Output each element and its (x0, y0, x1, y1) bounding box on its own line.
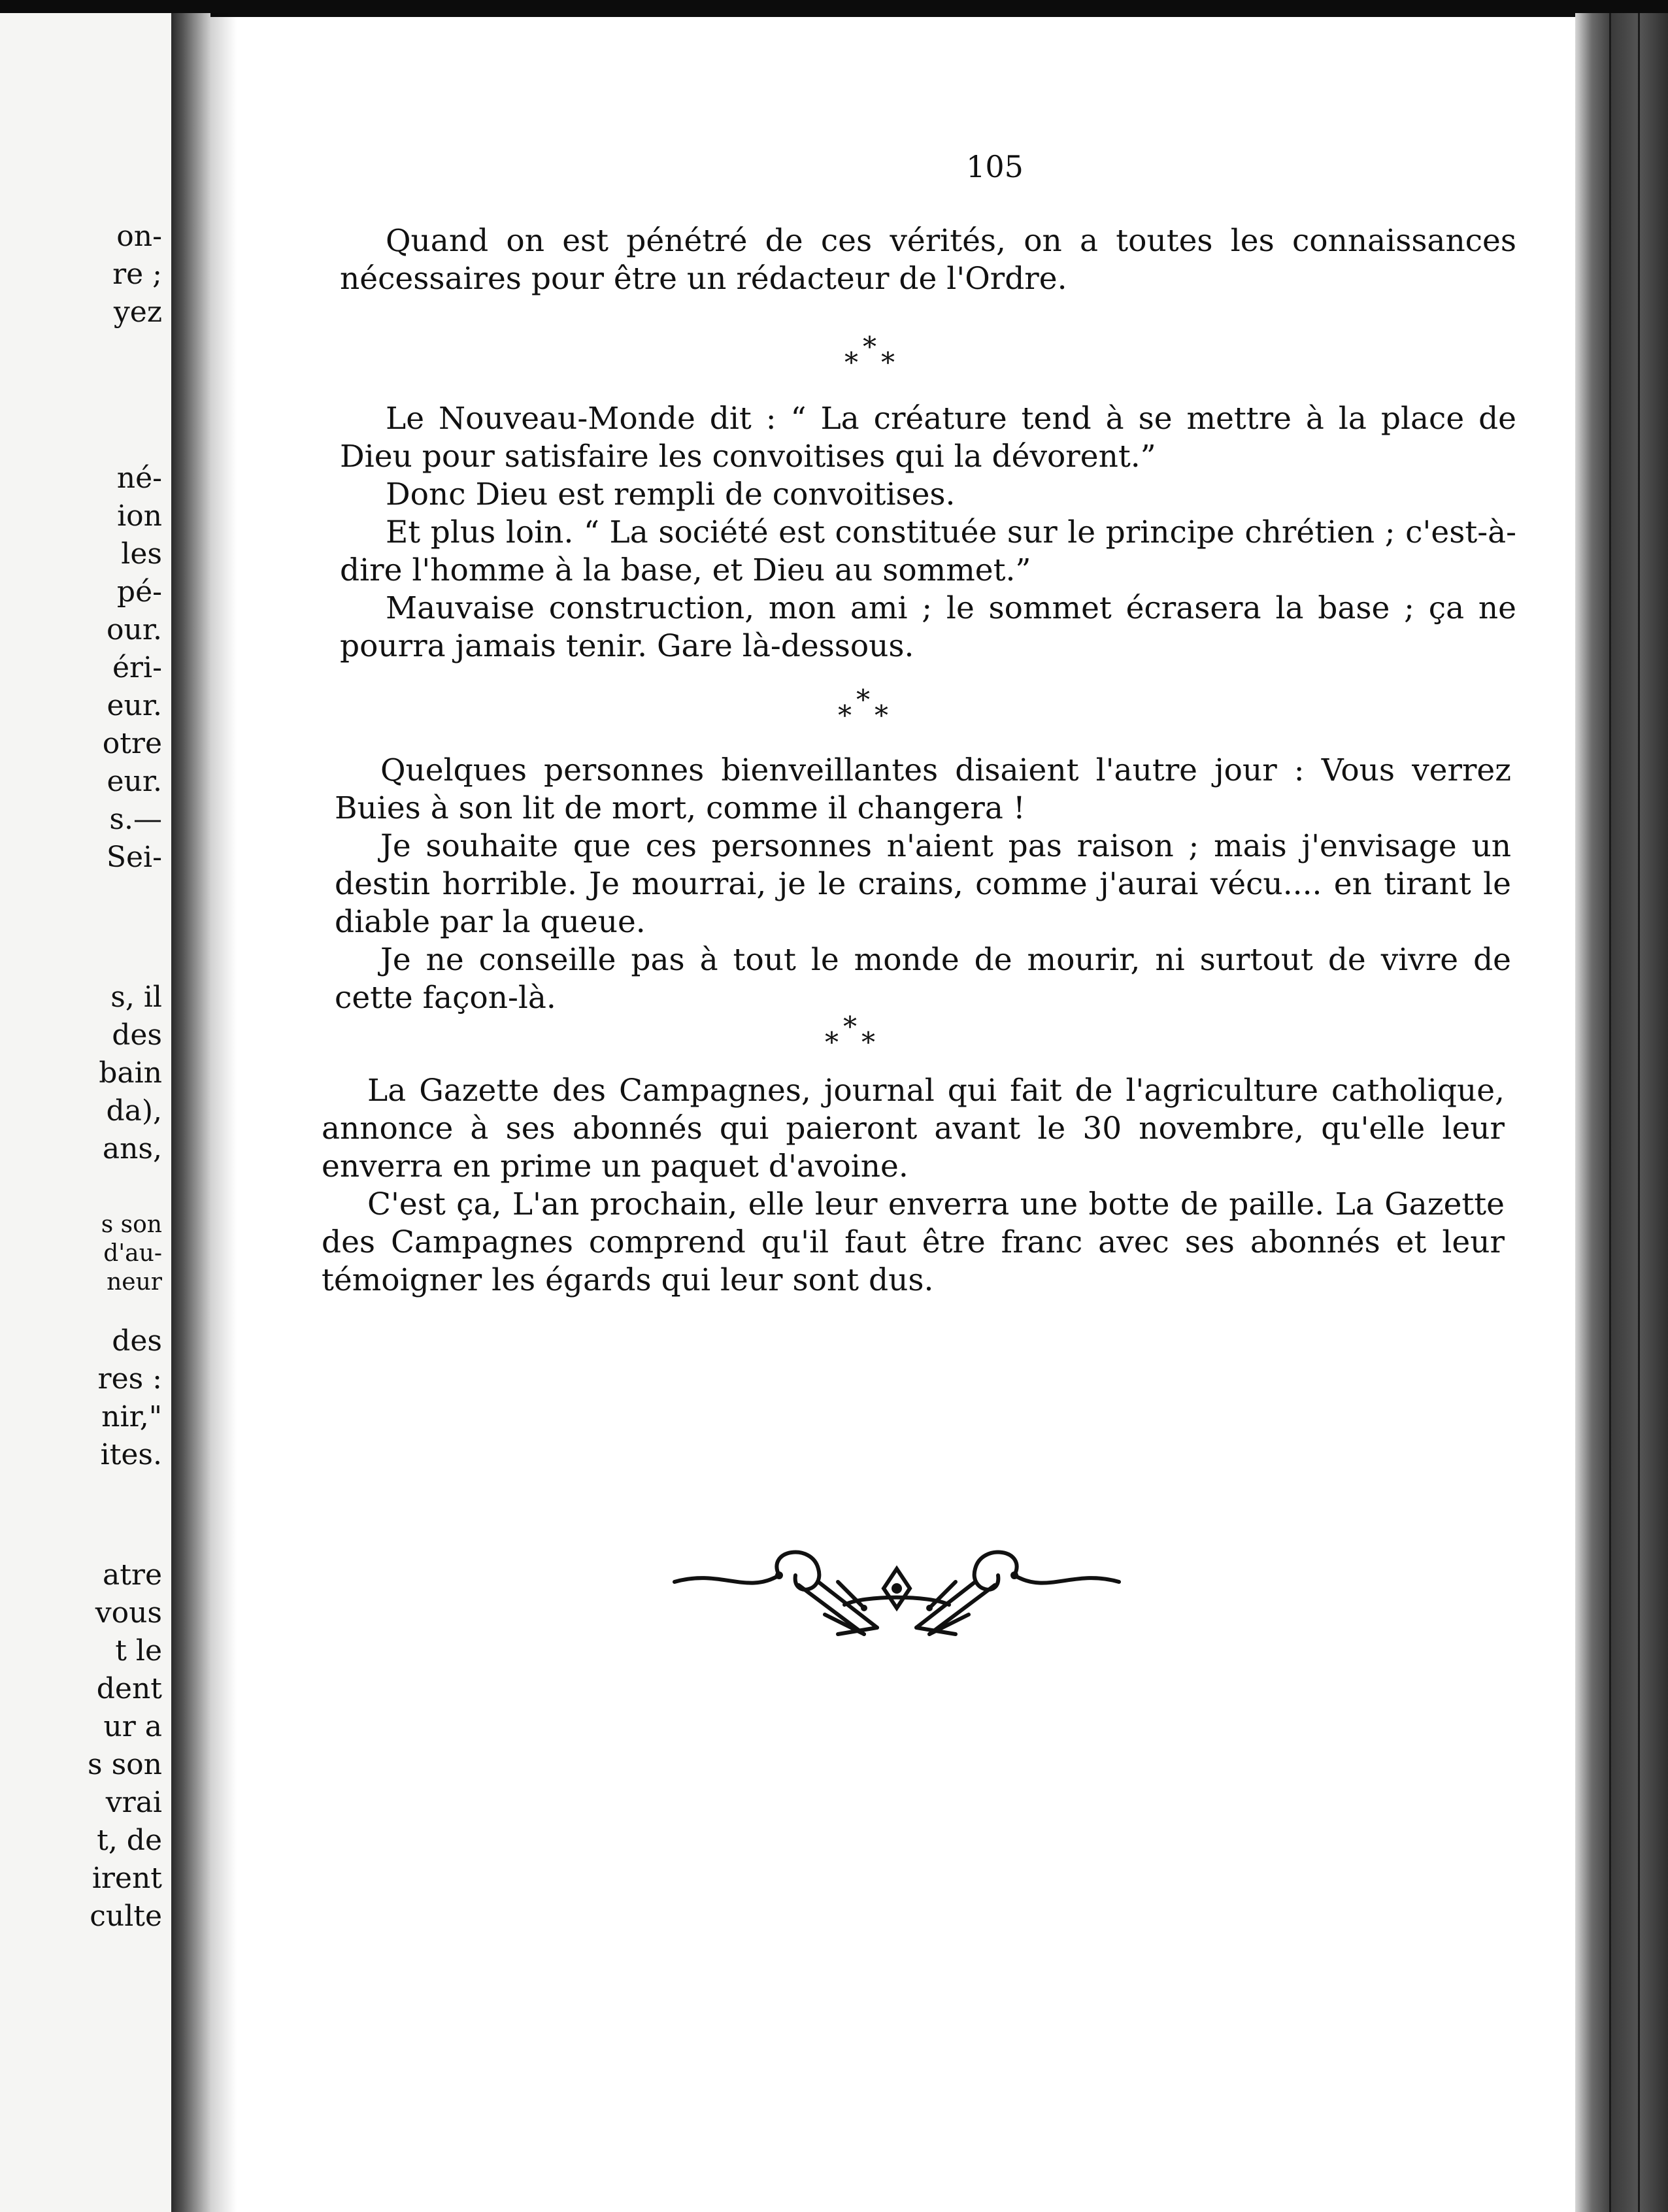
asterism-separator (825, 686, 903, 739)
prev-page-line: our. (106, 613, 162, 646)
page-edge-line (1609, 13, 1611, 2212)
book-page (210, 13, 1575, 2212)
prev-page-line: bain (99, 1056, 162, 1090)
prev-page-line: t, de (97, 1824, 162, 1857)
prev-page-line: on- (116, 220, 162, 253)
prev-page-line: vous (95, 1596, 162, 1630)
paragraph: Quelques personnes bienveillantes disaient l'autre jour : Vous verrez Buies à son lit de mort, comme il changera ! (335, 752, 1511, 826)
prev-page-line: pé- (116, 575, 162, 609)
prev-page-line: yez (113, 295, 162, 329)
prev-page-line: né- (116, 461, 162, 495)
prev-page-line: dent (96, 1672, 162, 1705)
prev-page-line: nir," (101, 1400, 162, 1433)
prev-page-line: atre (103, 1558, 162, 1592)
asterism-star: * (881, 346, 895, 378)
paragraph: Quand on est pénétré de ces vérités, on a toutes les connaissances nécessaires pour être un rédacteur de l'Ordre. (340, 223, 1516, 297)
prev-page-line: ans, (102, 1132, 162, 1165)
prev-page-line: culte (90, 1900, 162, 1933)
page-number: 105 (966, 149, 1024, 184)
prev-page-line: neur (107, 1269, 162, 1296)
prev-page-line: s, il (110, 980, 162, 1014)
prev-page-line: d'au- (103, 1240, 162, 1267)
asterism-star: * (843, 1011, 857, 1043)
page-edge-line (1638, 13, 1640, 2212)
prev-page-line: otre (102, 727, 162, 760)
asterism-star: * (861, 1026, 875, 1058)
asterism-star: * (863, 331, 876, 363)
prev-page-line: les (121, 537, 162, 571)
prev-page-line: vrai (105, 1786, 162, 1819)
prev-page-line: eur. (107, 765, 162, 798)
asterism-star: * (838, 699, 852, 731)
asterism-star: * (825, 1026, 839, 1058)
paragraph: Et plus loin. “ La société est constituée sur le principe chrétien ; c'est-à-dire l'homme à la base, et Dieu au sommet.” (340, 514, 1516, 588)
asterism-star: * (875, 699, 888, 731)
prev-page-line: Sei- (106, 841, 162, 874)
paragraph: Je souhaite que ces personnes n'aient pas raison ; mais j'envisage un destin horrible. Je mourrai, je le crains, comme j'aurai vécu.... en tirant le diable par la queue. (335, 828, 1511, 940)
paragraph: La Gazette des Campagnes, journal qui fait de l'agriculture catholique, annonce à ses abonnés qui paieront avant le 30 novembre, qu'elle leur enverra en prime un paquet d'avoine. (322, 1073, 1505, 1184)
asterism-separator (831, 333, 910, 386)
prev-page-line: éri- (112, 651, 162, 684)
asterism-separator (812, 1013, 890, 1065)
prev-page-line: ites. (100, 1438, 162, 1471)
prev-page-line: irent (92, 1862, 162, 1895)
prev-page-line: des (112, 1324, 162, 1358)
prev-page-line: res : (97, 1362, 162, 1396)
paragraph: Mauvaise construction, mon ami ; le sommet écrasera la base ; ça ne pourra jamais tenir. Gare là-dessous. (340, 590, 1516, 664)
prev-page-line: s.— (109, 803, 162, 836)
asterism-star: * (844, 346, 858, 378)
prev-page-line: eur. (107, 689, 162, 722)
prev-page-line: s son (88, 1748, 162, 1781)
prev-page-line: da), (106, 1094, 162, 1128)
asterism-star: * (856, 684, 870, 716)
prev-page-line: ion (117, 499, 162, 533)
prev-page-line: des (112, 1018, 162, 1052)
previous-page-fragment (0, 13, 171, 2212)
paragraph: Je ne conseille pas à tout le monde de mourir, ni surtout de vivre de cette façon-là. (335, 942, 1511, 1016)
book-page-edge (1575, 13, 1668, 2212)
prev-page-line: t le (115, 1634, 162, 1667)
book-gutter (171, 13, 210, 2212)
prev-page-line: ur a (103, 1710, 162, 1743)
prev-page-line: s son (101, 1211, 162, 1238)
prev-page-line: re ; (112, 258, 162, 291)
paragraph: Le Nouveau-Monde dit : “ La créature tend à se mettre à la place de Dieu pour satisfaire les convoitises qui la dévorent.” (340, 401, 1516, 475)
paragraph: C'est ça, L'an prochain, elle leur enverra une botte de paille. La Gazette des Campagnes comprend qu'il faut être franc avec ses abonnés et leur témoigner les égards qui leur sont dus. (322, 1186, 1505, 1298)
scroll-ornament-icon (668, 1536, 1126, 1641)
paragraph: Donc Dieu est rempli de convoitises. (386, 477, 956, 512)
